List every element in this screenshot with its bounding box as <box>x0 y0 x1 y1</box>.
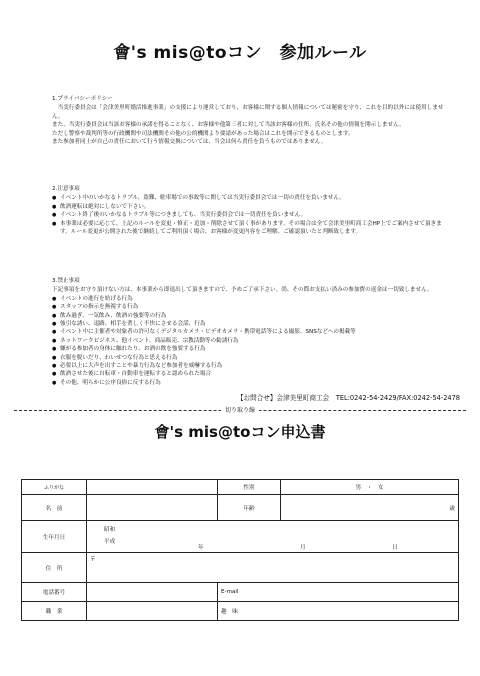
gender-label: 性別 <box>218 480 281 495</box>
age-label: 年齢 <box>218 495 281 521</box>
prohibited-item: ● 衣服を脱いだり、わいせつな行為と思える行為 <box>52 354 452 362</box>
hobby-label: 趣 味 <box>221 609 238 615</box>
address-label: 住 所 <box>22 553 87 583</box>
age-unit: 歳 <box>449 505 455 512</box>
privacy-heading: 1.プライバシーポリシー <box>52 96 113 102</box>
prohibited-section <box>52 277 452 387</box>
form-title: 會's mis@toコン申込書 <box>154 423 326 441</box>
application-form <box>21 479 459 621</box>
notes-item: ● 本事業は必要に応じて、上記のルールを変更・修正・追加・削除させて頂く事があります。その場合は全て会津美里町商工会HP上でご案内させて頂きます。ルール変更が公開された後で継続してご利用頂く場合、お客様が変更内容をご理解、ご確認頂いたと判断致します。 <box>52 220 452 237</box>
month-unit: 月 <box>300 544 306 551</box>
hobby-field[interactable] <box>218 602 459 621</box>
gender-field[interactable]: 男 ・ 女 <box>281 480 459 495</box>
notes-heading: 2.注意事項 <box>52 186 80 192</box>
prohibited-item: ● 強引な誘い、退路、相手を著しく不快にさせる会話、行為 <box>52 320 452 328</box>
furigana-label: ふりがな <box>22 480 87 495</box>
email-label: E-mail <box>221 589 239 595</box>
prohibited-heading: 3.禁止事項 <box>52 278 80 284</box>
address-field[interactable] <box>87 553 459 583</box>
prohibited-item: ● スタッフの指示を無視する行為 <box>52 303 452 311</box>
job-label: 職 業 <box>22 602 87 621</box>
privacy-paragraph: また参加者同士が自己の責任において行う情報交換については、当会は何ら責任を負うものではありません。 <box>52 139 327 146</box>
notes-section <box>52 185 452 236</box>
prohibited-item: ● 飲み過ぎ、一気飲み、飲酒の強要等の行為 <box>52 312 452 320</box>
day-unit: 日 <box>392 544 398 551</box>
year-unit: 年 <box>198 544 204 551</box>
age-field[interactable] <box>281 495 459 521</box>
phone-label: 電話番号 <box>22 583 87 602</box>
name-label: 名 前 <box>22 495 87 521</box>
prohibited-item: ● その他、明らかに公序良俗に反する行為 <box>52 379 452 387</box>
privacy-paragraph: ただし警察や裁判所等の行政機関や司法機関その他の公的機関より要請があった場合はこれを開示できるものとします。 <box>52 130 354 137</box>
email-field[interactable] <box>218 583 459 602</box>
notes-item: ● 飲酒運転は絶対にしないで下さい。 <box>52 203 452 211</box>
era-heisei: 平成 <box>104 538 116 545</box>
privacy-paragraph: また、当実行委員会は当該お客様の承諾を得ることなく、お客様や他第三者に対して当該お客様の住所、氏名その他の情報を開示しません。 <box>52 122 405 129</box>
privacy-paragraph: 当実行委員会は「会津美里町婚活推進事業」の支援により運営しており、お客様に関する個人情報については秘密を守り、これを目的以外には使用しません。 <box>52 105 444 120</box>
prohibited-item: ● 飲酒させた後に自転車・自動車を運転すると認められた場合 <box>52 370 452 378</box>
cut-label: 切り取り線 <box>221 407 259 414</box>
notes-item: ● イベント中のいかなるトラブル、盗難、駐車場での事故等に関しては当実行委員会では一切の責任を負いません。 <box>52 194 452 202</box>
contact-info: 【お問合せ】会津美里町商工会 TEL:0242-54-2429/FAX:0242-54-2478 <box>236 394 460 402</box>
birth-field[interactable] <box>87 521 459 553</box>
furigana-field[interactable] <box>87 480 218 495</box>
page-title: 會's mis@toコン 参加ルール <box>113 43 367 63</box>
postal-mark: 〒 <box>90 557 96 563</box>
prohibited-intro: 下記事項をお守り頂けない方は、本事業から即退出して頂きますので、予めご了承下さい。尚、その際お支払い済みの参加費の返金は一切致しません。 <box>52 287 433 294</box>
job-field[interactable] <box>87 602 218 621</box>
era-showa: 昭和 <box>104 526 116 533</box>
prohibited-item: ● 必要以上に大声を出すことや暴力行為など参加者を威嚇する行為 <box>52 362 452 370</box>
prohibited-item: ● ネットワークビジネス、他イベント、商品販売、宗教活動等の勧誘行為 <box>52 337 452 345</box>
phone-field[interactable] <box>87 583 218 602</box>
privacy-section <box>52 95 452 146</box>
prohibited-item: ● イベント中に主催者や対象者の許可なくデジタルカメラ・ビデオカメラ・携帯電話等による撮影、SNSなどへの掲載等 <box>52 328 452 336</box>
name-field[interactable] <box>87 495 218 521</box>
birth-label: 生年月日 <box>22 521 87 553</box>
prohibited-item: ● イベントの進行を妨げる行為 <box>52 295 452 303</box>
notes-item: ● イベント終了後のいかなるトラブル等につきましても、当実行委員会では一切責任を負いません。 <box>52 211 452 219</box>
prohibited-item: ● 嫌がる参加者の身体に触れたり、お酒の飲を強要する行為 <box>52 345 452 353</box>
